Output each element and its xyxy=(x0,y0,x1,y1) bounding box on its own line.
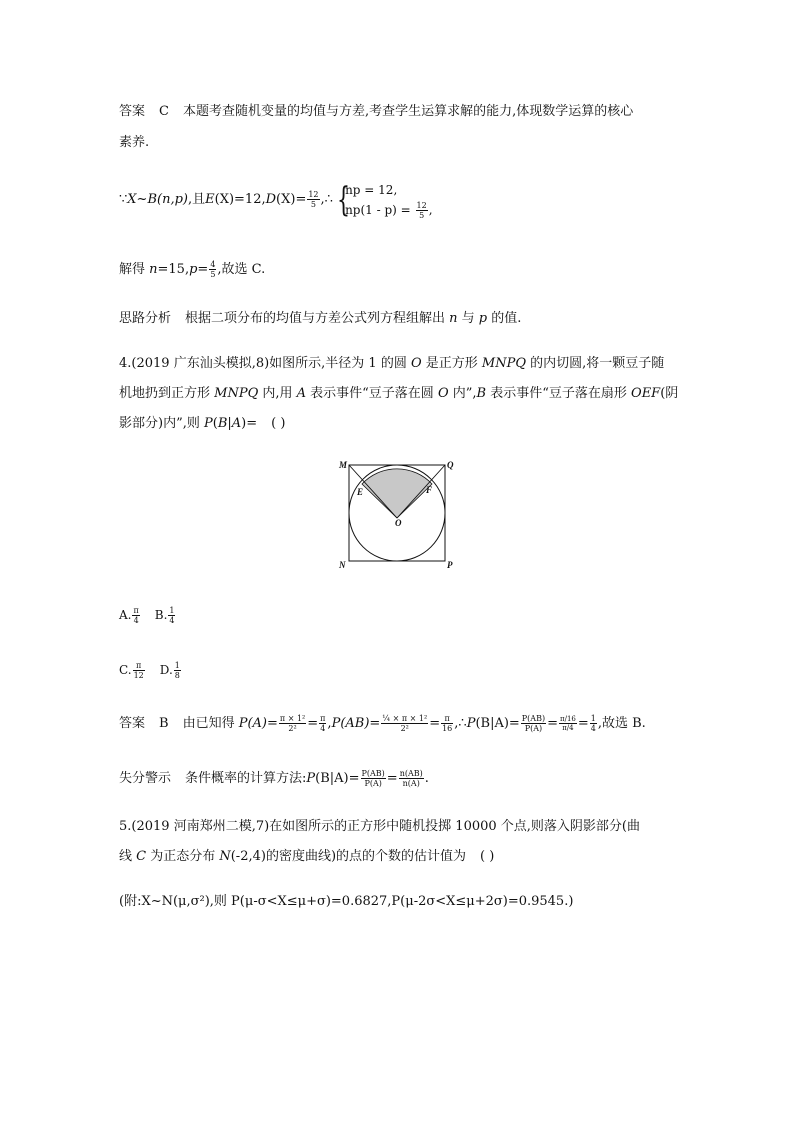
period: . xyxy=(424,771,429,786)
var-x: X xyxy=(127,192,137,207)
var-n: N xyxy=(219,849,231,864)
answer-label: 答案 xyxy=(119,716,146,731)
option-a-label: A. xyxy=(119,608,132,622)
fraction-pi-4: $\frac{\pi}{4}$ xyxy=(320,714,326,733)
pa-eq: (A)= xyxy=(247,716,278,731)
q5-stem-line-1 xyxy=(119,818,640,836)
var-o: O xyxy=(410,356,422,371)
var-d: D xyxy=(265,192,277,207)
q5-stem-line-2 xyxy=(119,848,494,866)
q4-warning-line xyxy=(119,766,429,792)
analysis-text: 的值. xyxy=(487,311,522,326)
q3-answer-line-2 xyxy=(119,134,149,152)
q4-answer-line xyxy=(119,710,646,738)
answer-explanation: 本题考查随机变量的均值与方差,考查学生运算求解的能力,体现数学运算的核心 xyxy=(182,104,634,119)
q4-text: 内,用 xyxy=(258,386,297,401)
label-o: O xyxy=(395,518,402,528)
q4-text: 机地扔到正方形 xyxy=(119,386,215,401)
left-brace: { xyxy=(337,179,351,220)
answer-blank: ( ) xyxy=(271,416,286,431)
q5-text: 为正态分布 xyxy=(146,849,220,864)
var-b: B xyxy=(217,416,228,431)
label-q: Q xyxy=(447,460,454,470)
q3-given-line xyxy=(119,178,433,222)
q4-text: 是正方形 xyxy=(421,356,482,371)
dx-eq: (X)= xyxy=(276,192,307,207)
q3-analysis-line xyxy=(119,310,521,328)
warning-label: 失分警示 xyxy=(119,771,172,786)
label-f: F xyxy=(426,485,433,495)
label-e: E xyxy=(357,487,364,497)
label-n: N xyxy=(339,560,346,570)
var-mnpq: MNPQ xyxy=(481,356,526,371)
var-c: C xyxy=(136,849,147,864)
option-b-value: $\frac{1}{4}$ xyxy=(169,606,175,625)
var-p: p xyxy=(478,311,488,326)
q4-options-row-2 xyxy=(119,659,182,681)
warning-text: 条件概率的计算方法: xyxy=(185,771,307,786)
var-o: O xyxy=(437,386,449,401)
q4-stem-line-1 xyxy=(119,355,664,373)
equals: = xyxy=(547,716,558,731)
fraction-cond: $\frac{P(AB)}{P(A)}$ xyxy=(521,714,546,733)
equals: = xyxy=(386,771,398,786)
q4-stem-line-3 xyxy=(119,415,285,433)
answer-text: 由已知得 xyxy=(182,716,239,731)
q3-answer-line-1 xyxy=(119,103,633,121)
because-symbol: ∵ xyxy=(119,192,128,207)
answer-label: 答案 xyxy=(119,104,146,119)
option-c-value: $\frac{\pi}{12}$ xyxy=(133,661,144,680)
var-p: P xyxy=(306,771,316,786)
option-d-label: D. xyxy=(159,663,173,677)
therefore: ,∴ xyxy=(454,716,467,731)
option-a-value: $\frac{\pi}{4}$ xyxy=(133,606,139,625)
var-p: P xyxy=(203,416,213,431)
var-p: P xyxy=(466,716,476,731)
var-a: A xyxy=(296,386,307,401)
q4-text: 影部分)内”,则 xyxy=(119,416,204,431)
fraction-pa: $\frac{\text{π × 1²}}{\text{2²}}$ xyxy=(279,714,306,733)
choose-b: ,故选 B. xyxy=(597,716,646,731)
fraction-12-5: $\frac{12}{5}$ xyxy=(308,190,319,209)
var-n: n xyxy=(449,311,458,326)
params-np: (n,p) xyxy=(157,192,188,207)
label-m: M xyxy=(339,460,348,470)
analysis-text: 与 xyxy=(457,311,479,326)
ex-value: (X)=12, xyxy=(214,192,266,207)
q5-text: (-2,4)的密度曲线)的点的个数的估计值为 xyxy=(230,849,467,864)
q5-text: 线 xyxy=(119,849,137,864)
answer-blank: ( ) xyxy=(480,849,495,864)
fraction-1-4: $\frac{1}{4}$ xyxy=(590,714,596,733)
equals: = xyxy=(577,716,589,731)
q4-stem-line-2 xyxy=(119,385,678,403)
pba-eq: (B|A)= xyxy=(315,771,360,786)
q4-options-row-1 xyxy=(119,604,176,626)
var-b: B xyxy=(147,192,158,207)
answer-letter: B xyxy=(159,716,169,731)
var-n: n xyxy=(149,262,158,277)
pba-eq: (B|A)= xyxy=(475,716,520,731)
q4-text: 的内切圆,将一颗豆子随 xyxy=(526,356,665,371)
fraction-ratio: $\frac{\pi/16}{\pi/4}$ xyxy=(559,715,576,732)
shaded-sector xyxy=(362,469,432,518)
therefore-symbol: ,∴ xyxy=(320,192,333,207)
equation-1: np = 12, xyxy=(345,182,398,197)
q4-text: 表示事件“豆子落在圆 xyxy=(306,386,438,401)
var-p: p xyxy=(189,262,198,277)
fraction-n-ratio: $\frac{n(AB)}{n(A)}$ xyxy=(399,769,423,788)
equals: = xyxy=(197,262,209,277)
label-p: P xyxy=(447,560,453,570)
pab-eq: (AB)= xyxy=(340,716,381,731)
fraction-pab: $\frac{\text{¼ × π × 1²}}{\text{2²}}$ xyxy=(382,714,428,733)
equals: = xyxy=(429,716,441,731)
var-b: B xyxy=(476,386,487,401)
n-value: =15, xyxy=(157,262,190,277)
paren: ( xyxy=(212,416,218,431)
fraction-pi-16: $\frac{\pi}{16}$ xyxy=(442,714,453,733)
q4-text: 内”, xyxy=(448,386,477,401)
var-mnpq: MNPQ xyxy=(214,386,259,401)
equals: = xyxy=(307,716,319,731)
equation-2: np(1 - p) = $\frac{12}{5}$ , xyxy=(345,200,433,220)
var-p: P xyxy=(238,716,248,731)
q3-solution-line xyxy=(119,259,265,281)
q4-text: 4.(2019 广东汕头模拟,8)如图所示,半径为 1 的圆 xyxy=(119,356,411,371)
q5-note-line xyxy=(119,893,573,911)
comma: , xyxy=(327,716,332,731)
var-oef: OEF xyxy=(631,386,661,401)
q5-text: 5.(2019 河南郑州二模,7)在如图所示的正方形中随机投掷 10000 个点,则落入阴影部分(曲 xyxy=(119,819,640,834)
bar: | xyxy=(227,416,232,431)
fraction-4-5: $\frac{4}{5}$ xyxy=(210,260,216,279)
q5-note: (附:X~N(μ,σ²),则 P(μ-σ<X≤μ+σ)=0.6827,P(μ-2σ<X≤μ+2σ)=0.9545.) xyxy=(119,894,574,909)
option-d-value: $\frac{1}{8}$ xyxy=(174,661,180,680)
answer-letter: C xyxy=(159,104,169,119)
equation-system xyxy=(337,180,432,220)
var-e: E xyxy=(205,192,215,207)
answer-explanation-cont: 素养. xyxy=(119,135,150,150)
choose-c: ,故选 C. xyxy=(217,262,266,277)
fraction-p-ratio: $\frac{P(AB)}{P(A)}$ xyxy=(361,769,385,788)
paren-eq: )= xyxy=(241,416,258,431)
q4-text: 表示事件“豆子落在扇形 xyxy=(486,386,632,401)
var-a: A xyxy=(231,416,242,431)
option-b-label: B. xyxy=(154,608,168,622)
solve-label: 解得 xyxy=(119,262,150,277)
q4-text: (阴 xyxy=(660,386,679,401)
var-p: P xyxy=(331,716,341,731)
option-c-label: C. xyxy=(119,663,132,677)
and-text: ,且 xyxy=(188,192,206,207)
analysis-text: 根据二项分布的均值与方差公式列方程组解出 xyxy=(185,311,450,326)
analysis-label: 思路分析 xyxy=(119,311,172,326)
tilde: ~ xyxy=(136,192,148,207)
square-circle-figure xyxy=(335,455,460,575)
